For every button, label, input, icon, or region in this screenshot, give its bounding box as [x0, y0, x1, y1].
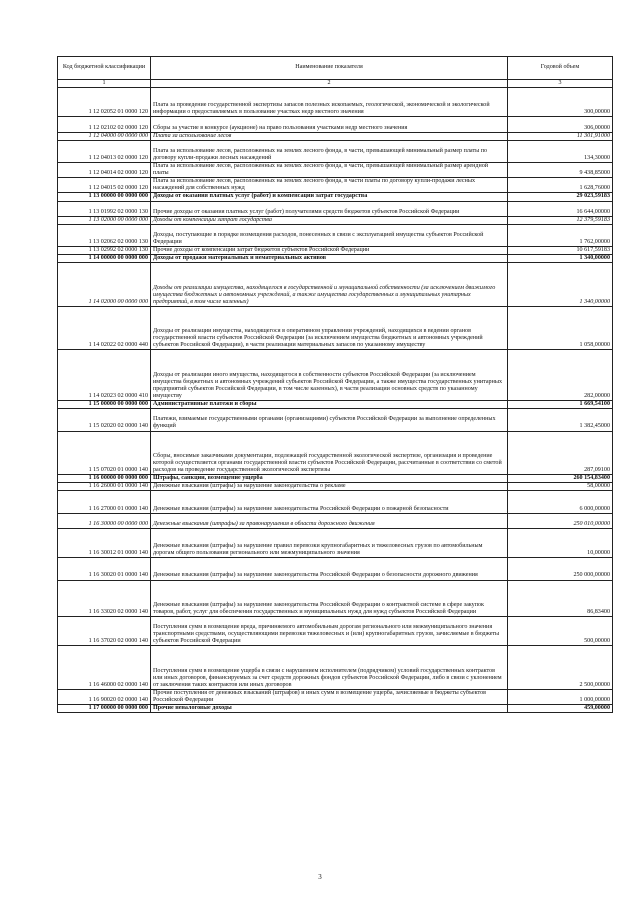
row-value: 282,00000: [508, 350, 613, 401]
row-code: 1 16 30020 01 0000 140: [58, 558, 151, 580]
row-value: 250 010,00000: [508, 513, 613, 528]
row-value: 29 023,59183: [508, 193, 613, 201]
row-name: Денежные взыскания (штрафы) за нарушение законодательства Российской Федерации о пожарной безопасности: [151, 491, 508, 513]
row-name: Денежные взыскания (штрафы) за нарушение правил перевозки крупногабаритных и тяжеловесных грузов по автомобильным дорогам общего пользования регионального или межмуниципального значения: [151, 528, 508, 557]
table-row: [58, 646, 613, 690]
table-row: [58, 178, 613, 193]
table-row: [58, 617, 613, 646]
row-name: Прочие доходы от компенсации затрат бюджетов субъектов Российской Федерации: [151, 247, 508, 255]
row-name: Прочие неналоговые доходы: [151, 705, 508, 713]
row-name: Поступления сумм в возмещение вреда, причиняемого автомобильным дорогам регионального или межмуниципального значения транспортными средствами, осуществляющими перевозки тяжеловесных и (или) крупногабаритных грузов, зачисляемые в бюджеты субъектов Российской Федерации: [151, 617, 508, 646]
row-name: Прочие доходы от оказания платных услуг (работ) получателями средств бюджетов субъектов Российской Федерации: [151, 201, 508, 216]
table-row: [58, 491, 613, 513]
row-value: 6 000,00000: [508, 491, 613, 513]
column-number-1: 1: [58, 80, 151, 88]
row-code: 1 14 02000 00 0000 000: [58, 263, 151, 307]
row-name: Сборы, вносимые заказчиками документации, подлежащей государственной экологической экспертизе, организация и проведение которой осуществляется органами государственной власти субъектов Российской Федерации, рассчитанные в соответствии со сметой расходов на проведение государственной экологической экспертизы: [151, 431, 508, 475]
row-code: 1 13 01992 02 0000 130: [58, 201, 151, 216]
table-header-row: [58, 57, 613, 80]
row-value: 10 617,59183: [508, 247, 613, 255]
table-row: [58, 580, 613, 617]
column-number-row: [58, 80, 613, 88]
table-row: [58, 483, 613, 491]
row-code: 1 15 00000 00 0000 000: [58, 401, 151, 409]
row-name: Поступления сумм в возмещение ущерба в связи с нарушением исполнителем (подрядчиком) условий государственных контрактов или иных договоров, финансируемых за счет средств дорожных фондов субъектов Российской Федерации, либо в связи с уклонением от заключения таких контрактов или иных договоров: [151, 646, 508, 690]
row-code: 1 17 00000 00 0000 000: [58, 705, 151, 713]
row-name: Плата за использование лесов, расположенных на землях лесного фонда, в части платы по договору купли-продажи лесных насаждений для собственных нужд: [151, 178, 508, 193]
row-name: Денежные взыскания (штрафы) за правонарушения в области дорожного движения: [151, 513, 508, 528]
row-code: 1 16 37020 02 0000 140: [58, 617, 151, 646]
row-name: Доходы от реализации иного имущества, находящегося в собственности субъектов Российской Федерации (за исключением имущества бюджетных и автономных учреждений субъектов Российской Федерации, а также имущества государственных унитарных предприятий субъектов Российской Федерации, в том числе казенных), в части реализации основных средств по указанному имуществу: [151, 350, 508, 401]
row-code: 1 14 00000 00 0000 000: [58, 255, 151, 263]
row-code: 1 16 27000 01 0000 140: [58, 491, 151, 513]
table-row: [58, 306, 613, 350]
table-body: [58, 88, 613, 713]
row-code: 1 14 02022 02 0000 440: [58, 306, 151, 350]
row-name: Прочие поступления от денежных взысканий (штрафов) и иных сумм в возмещение ущерба, зачисляемые в бюджеты субъектов Российской Федерации: [151, 690, 508, 705]
row-code: 1 12 04015 02 0000 120: [58, 178, 151, 193]
table-row: [58, 140, 613, 162]
row-code: 1 13 02000 00 0000 000: [58, 216, 151, 224]
row-code: 1 12 02102 02 0000 120: [58, 117, 151, 132]
row-code: 1 16 30000 00 0000 000: [58, 513, 151, 528]
table-row: [58, 528, 613, 557]
row-code: 1 16 00000 00 0000 000: [58, 475, 151, 483]
row-code: 1 13 02062 02 0000 130: [58, 224, 151, 246]
row-value: 250 000,00000: [508, 558, 613, 580]
row-name: Доходы от компенсации затрат государства: [151, 216, 508, 224]
row-value: 86,83400: [508, 580, 613, 617]
header-volume: Годовой объем: [508, 57, 613, 80]
table-row: [58, 475, 613, 483]
table-row: [58, 401, 613, 409]
row-code: 1 12 04014 02 0000 120: [58, 163, 151, 178]
row-name: Плата за использование лесов, расположенных на землях лесного фонда, в части, превышающей минимальный размер арендной платы: [151, 163, 508, 178]
column-number-2: 2: [151, 80, 508, 88]
row-value: 1 762,00000: [508, 224, 613, 246]
row-code: 1 16 26000 01 0000 140: [58, 483, 151, 491]
table-row: [58, 431, 613, 475]
row-code: 1 12 04013 02 0000 120: [58, 140, 151, 162]
table-row: [58, 193, 613, 201]
row-value: 11 301,91000: [508, 132, 613, 140]
row-value: 459,00000: [508, 705, 613, 713]
row-code: 1 16 46000 02 0000 140: [58, 646, 151, 690]
table-row: [58, 263, 613, 307]
row-value: 1 058,00000: [508, 306, 613, 350]
row-code: 1 13 00000 00 0000 000: [58, 193, 151, 201]
row-value: 134,30000: [508, 140, 613, 162]
header-name: Наименование показателя: [151, 57, 508, 80]
budget-table: [57, 56, 613, 713]
row-name: Штрафы, санкции, возмещение ущерба: [151, 475, 508, 483]
row-value: 1 000,00000: [508, 690, 613, 705]
row-name: Денежные взыскания (штрафы) за нарушение законодательства Российской Федерации о безопасности дорожного движения: [151, 558, 508, 580]
row-value: 12 379,59183: [508, 216, 613, 224]
row-value: 9 438,85000: [508, 163, 613, 178]
row-name: Доходы, поступающие в порядке возмещения расходов, понесенных в связи с эксплуатацией имущества субъектов Российской Федерации: [151, 224, 508, 246]
table-row: [58, 558, 613, 580]
row-value: 2 500,00000: [508, 646, 613, 690]
row-value: 16 644,00000: [508, 201, 613, 216]
row-value: 306,00000: [508, 117, 613, 132]
table-row: [58, 690, 613, 705]
row-value: 260 154,83400: [508, 475, 613, 483]
table-row: [58, 163, 613, 178]
row-name: Административные платежи и сборы: [151, 401, 508, 409]
row-code: 1 12 04000 00 0000 000: [58, 132, 151, 140]
row-code: 1 15 07020 01 0000 140: [58, 431, 151, 475]
row-value: 1 628,76000: [508, 178, 613, 193]
row-value: 1 340,00000: [508, 263, 613, 307]
row-name: Доходы от оказания платных услуг (работ) и компенсации затрат государства: [151, 193, 508, 201]
table-row: [58, 513, 613, 528]
table-row: [58, 224, 613, 246]
table-row: [58, 216, 613, 224]
row-name: Денежные взыскания (штрафы) за нарушение законодательства Российской Федерации о контрактной системе в сфере закупок товаров, работ, услуг для обеспечения государственных и муниципальных нужд для нужд субъектов Российской Федерации: [151, 580, 508, 617]
row-name: Сборы за участие в конкурсе (аукционе) на право пользования участками недр местного значения: [151, 117, 508, 132]
row-value: 1 669,54100: [508, 401, 613, 409]
row-name: Денежные взыскания (штрафы) за нарушение законодательства о рекламе: [151, 483, 508, 491]
row-code: 1 16 90020 02 0000 140: [58, 690, 151, 705]
header-code: Код бюджетной классификации: [58, 57, 151, 80]
row-code: 1 16 33020 02 0000 140: [58, 580, 151, 617]
column-number-3: 3: [508, 80, 613, 88]
table-row: [58, 132, 613, 140]
row-value: 58,00000: [508, 483, 613, 491]
row-value: 1 382,45000: [508, 409, 613, 431]
row-value: 300,00000: [508, 88, 613, 117]
row-value: 1 340,00000: [508, 255, 613, 263]
table-row: [58, 705, 613, 713]
row-code: 1 14 02023 02 0000 410: [58, 350, 151, 401]
row-value: 500,00000: [508, 617, 613, 646]
row-name: Плата за использование лесов: [151, 132, 508, 140]
table-row: [58, 350, 613, 401]
table-row: [58, 88, 613, 117]
table-row: [58, 201, 613, 216]
row-code: 1 13 02992 02 0000 130: [58, 247, 151, 255]
row-code: 1 15 02020 02 0000 140: [58, 409, 151, 431]
row-code: 1 12 02052 01 0000 120: [58, 88, 151, 117]
row-name: Плата за проведение государственной экспертизы запасов полезных ископаемых, геологической, экономической и экологической информации о предоставляемых в пользование участках недр местного значения: [151, 88, 508, 117]
row-name: Плата за использование лесов, расположенных на землях лесного фонда, в части, превышающей минимальный размер платы по договору купли-продажи лесных насаждений: [151, 140, 508, 162]
row-code: 1 16 30012 01 0000 140: [58, 528, 151, 557]
page-number: 3: [318, 873, 322, 881]
table-row: [58, 409, 613, 431]
table-row: [58, 247, 613, 255]
row-value: 10,00000: [508, 528, 613, 557]
row-value: 287,09100: [508, 431, 613, 475]
row-name: Платежи, взимаемые государственными органами (организациями) субъектов Российской Федерации за выполнение определенных функций: [151, 409, 508, 431]
table-row: [58, 117, 613, 132]
budget-table-sheet: [57, 56, 612, 713]
table-row: [58, 255, 613, 263]
row-name: Доходы от реализации имущества, находящегося в государственной и муниципальной собственности (за исключением движимого имущества бюджетных и автономных учреждений, а также имущества государственных и муниципальных унитарных предприятий, в том числе казенных): [151, 263, 508, 307]
row-name: Доходы от продажи материальных и нематериальных активов: [151, 255, 508, 263]
row-name: Доходы от реализации имущества, находящегося в оперативном управлении учреждений, находящихся в ведении органов государственной власти субъектов Российской Федерации (за исключением имущества бюджетных и автономных учреждений субъектов Российской Федерации), в части реализации материальных запасов по указанному имуществу: [151, 306, 508, 350]
